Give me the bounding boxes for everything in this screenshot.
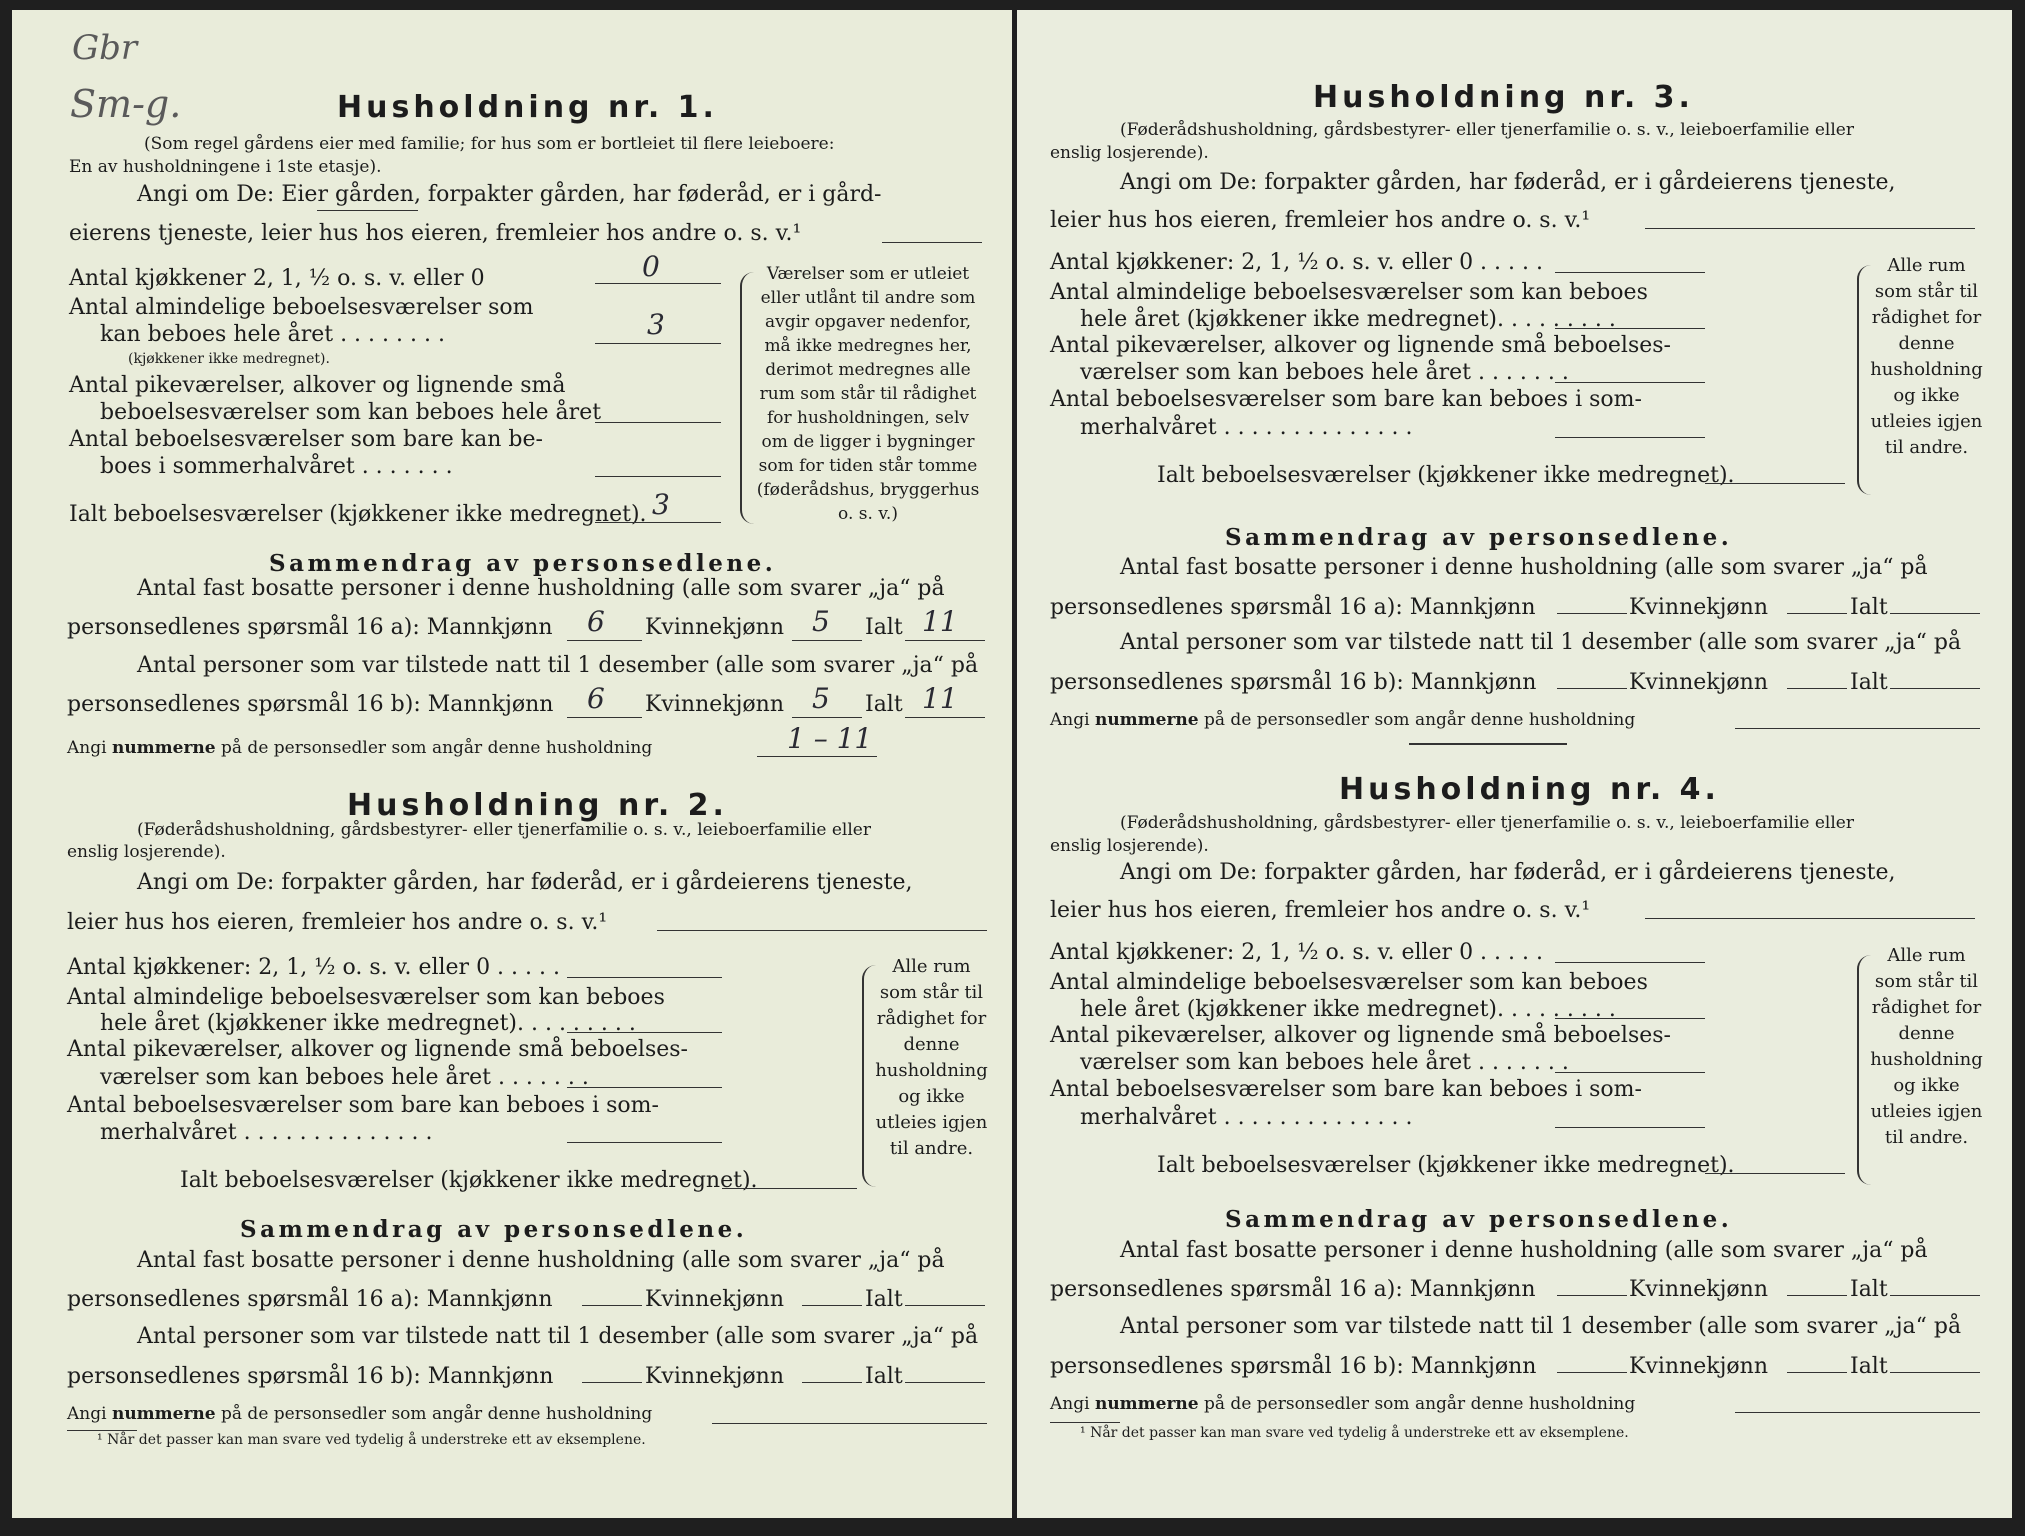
h4-present-female-label: Kvinnekjønn (1629, 1354, 1768, 1379)
h1-fixed-female-value: 5 (812, 605, 830, 638)
h3-maid-line (1555, 382, 1705, 383)
h4-fixed-m-line (1557, 1295, 1627, 1296)
h3-kitchens-line (1555, 272, 1705, 273)
h1-kitchens-line (595, 283, 721, 284)
h1-present-t-line (905, 717, 985, 718)
h1-numbers-label (67, 738, 652, 758)
h1-present-total-value: 11 (922, 682, 958, 715)
h1-ask-1: Angi om De: Eier gården, forpakter gården, har føderåd, er i gård- (137, 182, 882, 207)
h1-kitchens-label: Antal kjøkkener 2, 1, ½ o. s. v. eller 0 (69, 266, 485, 291)
h3-present-t-line (1890, 688, 1980, 689)
numbers-pre: Angi (67, 1404, 107, 1424)
h1-ordinary-line (595, 343, 721, 344)
right-page (1017, 10, 2012, 1518)
h3-fixed-t-line (1890, 613, 1980, 614)
h2-fixed-b: personsedlenes spørsmål 16 a): Mannkjønn (67, 1287, 553, 1312)
h1-fixed-f-line (792, 640, 862, 641)
h1-ordinary-value: 3 (647, 308, 665, 341)
h4-summer-line (1555, 1127, 1705, 1128)
h1-summer-1: Antal beboelsesværelser som bare kan be- (69, 427, 543, 452)
h2-maid-2: værelser som kan beboes hele året . . . . . . . (100, 1065, 589, 1090)
h2-numbers-label (67, 1404, 652, 1424)
h1-present-a: Antal personer som var tilstede natt til 1 desember (alle som svarer „ja“ på (137, 653, 979, 678)
h1-ask-line (882, 242, 982, 243)
h4-kitchens-label: Antal kjøkkener: 2, 1, ½ o. s. v. eller 0 . . . . . (1050, 940, 1543, 965)
h1-fixed-female-label: Kvinnekjønn (645, 615, 784, 640)
h4-summer-1: Antal beboelsesværelser som bare kan beboes i som- (1050, 1077, 1642, 1102)
heading-h1: Husholdning nr. 1. (337, 90, 718, 125)
h4-present-t-line (1890, 1372, 1980, 1373)
h4-numbers-label (1050, 1394, 1635, 1414)
h1-intro-1: (Som regel gårdens eier med familie; for hus som er bortleiet til flere leieboere: (144, 134, 835, 154)
h3-kitchens-label: Antal kjøkkener: 2, 1, ½ o. s. v. eller 0 . . . . . (1050, 250, 1543, 275)
h3-total-label: Ialt beboelsesværelser (kjøkkener ikke medregnet). (1157, 463, 1735, 488)
h2-ordinary-1: Antal almindelige beboelsesværelser som kan beboes (67, 985, 665, 1010)
h2-ordinary-2: hele året (kjøkkener ikke medregnet). . . . . . . . . (100, 1011, 636, 1036)
h1-fixed-ialt-label: Ialt (865, 615, 903, 640)
h4-present-m-line (1557, 1372, 1627, 1373)
h1-numbers-value: 1 – 11 (787, 722, 873, 755)
h2-summer-line (567, 1142, 722, 1143)
h1-ask-2: eierens tjeneste, leier hus hos eieren, fremleier hos andre o. s. v.¹ (69, 221, 802, 246)
h3-present-female-label: Kvinnekjønn (1629, 670, 1768, 695)
h2-intro-1: (Føderådshusholdning, gårdsbestyrer- eller tjenerfamilie o. s. v., leieboerfamilie eller (137, 820, 871, 840)
h3-maid-2: værelser som kan beboes hele året . . . . . . . (1080, 360, 1569, 385)
footnote-left: ¹ Når det passer kan man svare ved tydelig å understreke ett av eksemplene. (97, 1432, 646, 1448)
h3-total-line (1705, 483, 1845, 484)
h2-present-female-label: Kvinnekjønn (645, 1364, 784, 1389)
footnote-rule-right (1050, 1422, 1120, 1423)
h3-present-m-line (1557, 688, 1627, 689)
h3-sidenote: Alle rum som står til rådighet for denne husholdning og ikke utleies igjen til andre. (1870, 255, 1983, 458)
h2-ask-line (657, 930, 987, 931)
h1-kitchens-value: 0 (642, 250, 660, 283)
h1-summer-2: boes i sommerhalvåret . . . . . . . (100, 454, 453, 479)
h3-fixed-female-label: Kvinnekjønn (1629, 595, 1768, 620)
h3-fixed-b: personsedlenes spørsmål 16 a): Mannkjønn (1050, 595, 1536, 620)
h1-total-line (595, 522, 721, 523)
h2-ask-2: leier hus hos eieren, fremleier hos andre o. s. v.¹ (67, 910, 608, 935)
h2-fixed-ialt-label: Ialt (865, 1287, 903, 1312)
h4-fixed-a: Antal fast bosatte personer i denne husholdning (alle som svarer „ja“ på (1120, 1238, 1928, 1263)
h3-ask-1: Angi om De: forpakter gården, har føderåd, er i gårdeierens tjeneste, (1120, 170, 1896, 195)
h2-numbers-line (712, 1423, 987, 1424)
numbers-post: på de personsedler som angår denne husholdning (1204, 1394, 1636, 1414)
h4-total-label: Ialt beboelsesværelser (kjøkkener ikke medregnet). (1157, 1153, 1735, 1178)
h3-maid-1: Antal pikeværelser, alkover og lignende små beboelses- (1050, 333, 1671, 358)
h4-maid-1: Antal pikeværelser, alkover og lignende små beboelses- (1050, 1023, 1671, 1048)
h3-fixed-ialt-label: Ialt (1850, 595, 1888, 620)
h4-fixed-f-line (1787, 1295, 1847, 1296)
h4-ask-2: leier hus hos eieren, fremleier hos andre o. s. v.¹ (1050, 898, 1591, 923)
h1-ordinary-1: Antal almindelige beboelsesværelser som (69, 295, 534, 320)
h3-fixed-m-line (1557, 613, 1627, 614)
left-page (12, 10, 1012, 1518)
h3-ordinary-1: Antal almindelige beboelsesværelser som kan beboes (1050, 280, 1648, 305)
h4-ordinary-2: hele året (kjøkkener ikke medregnet). . . . . . . . . (1080, 997, 1616, 1022)
h4-summer-2: merhalvåret . . . . . . . . . . . . . . (1080, 1105, 1413, 1130)
h1-summary-heading: Sammendrag av personsedlene. (269, 550, 777, 577)
marginalia-2: Sm-g. (70, 82, 182, 126)
h1-ordinary-2: kan beboes hele året . . . . . . . . (100, 322, 445, 347)
footnote-rule (67, 1430, 137, 1431)
h3-summer-1: Antal beboelsesværelser som bare kan beboes i som- (1050, 387, 1642, 412)
h2-present-f-line (802, 1382, 862, 1383)
h1-numbers-line (757, 756, 877, 757)
h2-present-b: personsedlenes spørsmål 16 b): Mannkjønn (67, 1364, 554, 1389)
h2-total-label: Ialt beboelsesværelser (kjøkkener ikke medregnet). (180, 1168, 758, 1193)
h4-fixed-ialt-label: Ialt (1850, 1277, 1888, 1302)
h1-fixed-b: personsedlenes spørsmål 16 a): Mannkjønn (67, 615, 553, 640)
h3-ask-2: leier hus hos eieren, fremleier hos andre o. s. v.¹ (1050, 208, 1591, 233)
h4-ordinary-1: Antal almindelige beboelsesværelser som kan beboes (1050, 970, 1648, 995)
h2-total-line (722, 1188, 857, 1189)
h2-intro-2: enslig losjerende). (67, 842, 226, 862)
h3-present-f-line (1787, 688, 1847, 689)
h2-fixed-a: Antal fast bosatte personer i denne husholdning (alle som svarer „ja“ på (137, 1248, 945, 1273)
numbers-bold: nummerne (111, 1404, 216, 1424)
h1-total-value: 3 (652, 488, 670, 521)
h4-numbers-line (1735, 1412, 1980, 1413)
h3-intro-2: enslig losjerende). (1050, 143, 1209, 163)
h3-fixed-f-line (1787, 613, 1847, 614)
numbers-bold: nummerne (1094, 1394, 1199, 1414)
h2-summer-1: Antal beboelsesværelser som bare kan beboes i som- (67, 1093, 659, 1118)
h4-ask-1: Angi om De: forpakter gården, har føderåd, er i gårdeierens tjeneste, (1120, 860, 1896, 885)
h3-fixed-a: Antal fast bosatte personer i denne husholdning (alle som svarer „ja“ på (1120, 555, 1928, 580)
h1-total-label: Ialt beboelsesværelser (kjøkkener ikke medregnet). (69, 502, 647, 527)
h1-present-b: personsedlenes spørsmål 16 b): Mannkjønn (67, 692, 554, 717)
h4-fixed-female-label: Kvinnekjønn (1629, 1277, 1768, 1302)
h4-ordinary-line (1555, 1018, 1705, 1019)
h3-summer-2: merhalvåret . . . . . . . . . . . . . . (1080, 415, 1413, 440)
h1-fixed-male-value: 6 (587, 605, 605, 638)
h1-sidenote: Værelser som er utleiet eller utlånt til andre som avgir opgaver nedenfor, må ikke medregnes her, derimot medregnes alle rum som står til rådighet for husholdningen, selv om de ligger i bygninger som for tiden står tomme (føderådshus, bryggerhus o. s. v.) (756, 264, 980, 524)
h1-owner-underline (317, 210, 418, 211)
h4-present-ialt-label: Ialt (1850, 1354, 1888, 1379)
h3-numbers-line (1735, 728, 1980, 729)
h4-total-line (1705, 1173, 1845, 1174)
numbers-post: på de personsedler som angår denne husholdning (221, 738, 653, 758)
h1-maid-2: beboelsesværelser som kan beboes hele året (100, 400, 602, 425)
h2-maid-1: Antal pikeværelser, alkover og lignende små beboelses- (67, 1037, 688, 1062)
h2-present-m-line (582, 1382, 642, 1383)
h2-present-a: Antal personer som var tilstede natt til 1 desember (alle som svarer „ja“ på (137, 1324, 979, 1349)
h4-intro-2: enslig losjerende). (1050, 836, 1209, 856)
h4-present-b: personsedlenes spørsmål 16 b): Mannkjønn (1050, 1354, 1537, 1379)
h2-fixed-female-label: Kvinnekjønn (645, 1287, 784, 1312)
numbers-pre: Angi (1050, 1394, 1090, 1414)
h4-summary-heading: Sammendrag av personsedlene. (1225, 1206, 1733, 1233)
h3-ordinary-2: hele året (kjøkkener ikke medregnet). . . . . . . . . (1080, 307, 1616, 332)
h1-present-m-line (567, 717, 642, 718)
h1-present-ialt-label: Ialt (865, 692, 903, 717)
h2-summary-heading: Sammendrag av personsedlene. (240, 1216, 748, 1243)
h2-fixed-f-line (802, 1305, 862, 1306)
numbers-post: på de personsedler som angår denne husholdning (221, 1404, 653, 1424)
h1-present-female-value: 5 (812, 682, 830, 715)
h3-ordinary-line (1555, 328, 1705, 329)
h1-maid-line (595, 422, 721, 423)
h4-maid-line (1555, 1072, 1705, 1073)
h4-intro-1: (Føderådshusholdning, gårdsbestyrer- eller tjenerfamilie o. s. v., leieboerfamilie eller (1120, 813, 1854, 833)
h3-ask-line (1645, 228, 1975, 229)
h4-maid-2: værelser som kan beboes hele året . . . . . . . (1080, 1050, 1569, 1075)
marginalia-1: Gbr (72, 28, 138, 68)
h3-summer-line (1555, 437, 1705, 438)
numbers-pre: Angi (1050, 710, 1090, 730)
h3-present-ialt-label: Ialt (1850, 670, 1888, 695)
h3-present-a: Antal personer som var tilstede natt til 1 desember (alle som svarer „ja“ på (1120, 630, 1962, 655)
h2-ask-1: Angi om De: forpakter gården, har føderåd, er i gårdeierens tjeneste, (137, 870, 913, 895)
h2-present-ialt-label: Ialt (865, 1364, 903, 1389)
h2-fixed-m-line (582, 1305, 642, 1306)
h3-numbers-label (1050, 710, 1635, 730)
h1-intro-2: En av husholdningene i 1ste etasje). (69, 157, 382, 177)
numbers-bold: nummerne (1094, 710, 1199, 730)
h2-present-t-line (905, 1382, 985, 1383)
footnote-text: Når det passer kan man svare ved tydelig å understreke ett av eksemplene. (1090, 1425, 1629, 1441)
h3-present-b: personsedlenes spørsmål 16 b): Mannkjønn (1050, 670, 1537, 695)
h4-present-f-line (1787, 1372, 1847, 1373)
numbers-pre: Angi (67, 738, 107, 758)
h3-intro-1: (Føderådshusholdning, gårdsbestyrer- eller tjenerfamilie o. s. v., leieboerfamilie eller (1120, 120, 1854, 140)
h2-sidenote: Alle rum som står til rådighet for denne husholdning og ikke utleies igjen til andre. (875, 956, 988, 1159)
h4-sidenote: Alle rum som står til rådighet for denne husholdning og ikke utleies igjen til andre. (1870, 945, 1983, 1148)
h2-kitchens-line (567, 977, 722, 978)
section-divider (1409, 743, 1567, 745)
h2-fixed-t-line (905, 1305, 985, 1306)
numbers-bold: nummerne (111, 738, 216, 758)
footnote-right: ¹ Når det passer kan man svare ved tydelig å understreke ett av eksemplene. (1080, 1425, 1629, 1441)
h3-summary-heading: Sammendrag av personsedlene. (1225, 524, 1733, 551)
heading-h2: Husholdning nr. 2. (347, 788, 728, 823)
h4-present-a: Antal personer som var tilstede natt til 1 desember (alle som svarer „ja“ på (1120, 1314, 1962, 1339)
h4-fixed-b: personsedlenes spørsmål 16 a): Mannkjønn (1050, 1277, 1536, 1302)
h1-present-female-label: Kvinnekjønn (645, 692, 784, 717)
h1-maid-1: Antal pikeværelser, alkover og lignende små (69, 373, 566, 398)
h1-present-male-value: 6 (587, 682, 605, 715)
heading-h3: Husholdning nr. 3. (1313, 80, 1694, 115)
h1-fixed-total-value: 11 (922, 605, 958, 638)
numbers-post: på de personsedler som angår denne husholdning (1204, 710, 1636, 730)
h1-summer-line (595, 476, 721, 477)
h4-kitchens-line (1555, 962, 1705, 963)
footnote-text: Når det passer kan man svare ved tydelig å understreke ett av eksemplene. (107, 1432, 646, 1448)
h2-kitchens-label: Antal kjøkkener: 2, 1, ½ o. s. v. eller 0 . . . . . (67, 955, 560, 980)
h4-ask-line (1645, 918, 1975, 919)
h1-ordinary-3: (kjøkkener ikke medregnet). (128, 351, 330, 367)
h1-fixed-t-line (905, 640, 985, 641)
h1-present-f-line (792, 717, 862, 718)
h2-ordinary-line (567, 1032, 722, 1033)
h1-fixed-a: Antal fast bosatte personer i denne husholdning (alle som svarer „ja“ på (137, 576, 945, 601)
h2-summer-2: merhalvåret . . . . . . . . . . . . . . (100, 1120, 433, 1145)
heading-h4: Husholdning nr. 4. (1339, 772, 1720, 807)
h4-fixed-t-line (1890, 1295, 1980, 1296)
h2-maid-line (567, 1087, 722, 1088)
h1-fixed-m-line (567, 640, 642, 641)
